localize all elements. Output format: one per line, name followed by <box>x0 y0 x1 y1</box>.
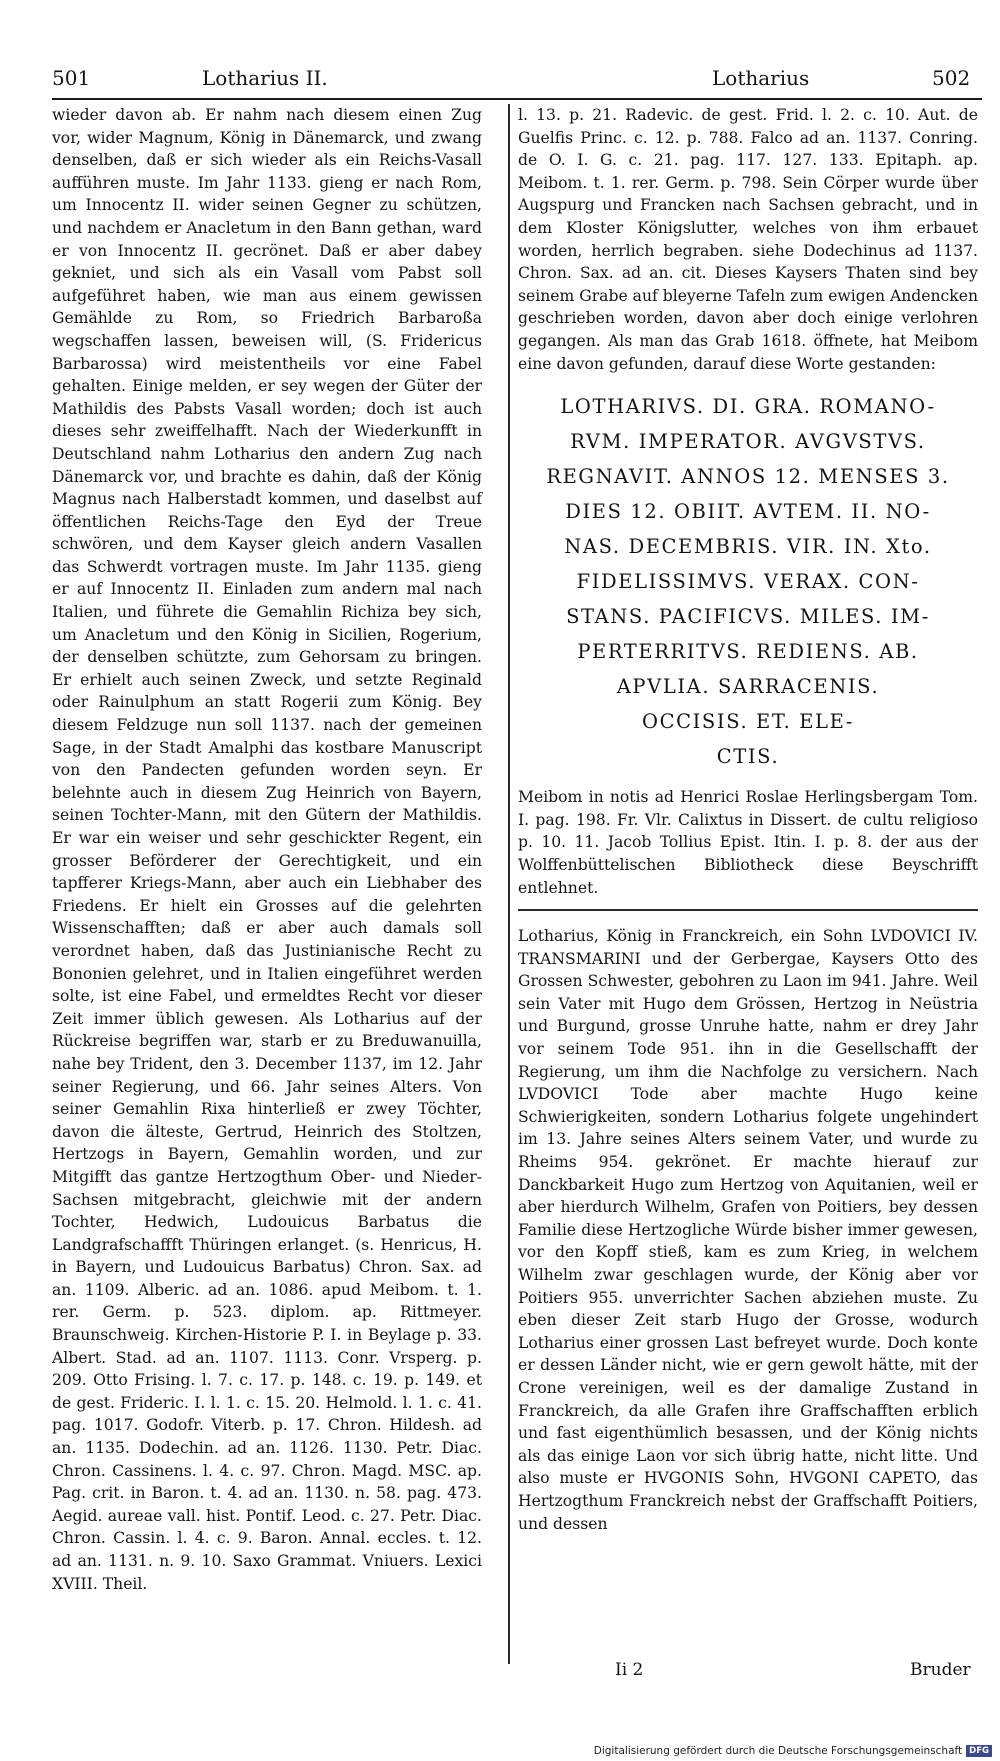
page-number-right: 502 <box>932 66 971 90</box>
signature-mark: Ii 2 <box>615 1660 644 1680</box>
right-column-bottom-text: Lotharius, König in Franckreich, ein Sohn LVDOVICI IV. TRANSMARINI und der Gerbergae, Kaysers Otto des Grossen Schwester, gebohren zu Laon im 941. Jahre. Weil sein Vater mit Hugo dem Grössen, Hertzog in Neüstria und Burgund, grosse Unruhe hatte, nahm er drey Jahr vor seinem Tode 951. ihn in die Gesellschafft der Regierung, um ihm die Nachfolge zu versichern. Nach LVDOVICI Tode aber machte Hugo keine Schwierigkeiten, sondern Lotharius folgete ungehindert im 13. Jahre seines Alters seinem Vater, und wurde zu Rheims 954. gekrönet. Er machte hierauf zur Danckbarkeit Hugo zum Hertzog von Aquitanien, weil er aber hierdurch Wilhelm, Grafen von Poitiers, bey dessen Familie diese Hertzogliche Würde bisher immer gewesen, vor den Kopff stieß, kam es zum Krieg, in welchem Wilhelm zwar geschlagen wurde, der König aber vor Poitiers 955. unverrichter Sachen abziehen muste. Zu eben dieser Zeit starb Hugo der Grosse, wodurch Lotharius einer grossen Last befreyet wurde. Doch konte er dessen Länder nicht, wie er gern gewolt hätte, mit der Crone vereinigen, weil es der damalige Zustand in Franckreich, da alle Grafen ihre Graffschafften erblich und fast eigenthümlich besassen, und der König nichts als das einige Laon vor sich übrig hatte, nicht litte. Und also muste er HVGONIS Sohn, HVGONI CAPETO, das Hertzogthum Franckreich nebst der Graffschafft Poitiers, und dessen <box>518 927 978 1533</box>
left-column <box>52 104 482 1595</box>
catchword: Bruder <box>910 1660 971 1680</box>
left-column-text: wieder davon ab. Er nahm nach diesem einen Zug vor, wider Magnum, König in Dänemarck, und zwang denselben, daß er sich wieder als ein Reichs-Vasall aufführen muste. Im Jahr 1133. gieng er nach Rom, um Innocentz II. wider seinen Gegner zu schützen, und nachdem er Anacletum in den Bann gethan, ward er von Innocentz II. gecrönet. Daß er aber dabey gekniet, und sich als ein Vasall vom Pabst soll aufgeführet haben, wie man aus einem gewissen Gemählde zu Rom, so Friedrich Barbaroßa wegschaffen lassen, beweisen will, (S. Fridericus Barbarossa) wird meistentheils vor eine Fabel gehalten. Einige melden, er sey wegen der Güter der Mathildis des Pabsts Vasall worden; doch ist auch dieses sehr zweiffelhafft. Nach der Wiederkunfft in Deutschland nahm Lotharius den andern Zug nach Dänemarck vor, und brachte es dahin, daß der König Magnus nach Halberstadt kommen, und daselbst auf öffentlichen Reichs-Tage den Eyd der Treue schwören, und dem Kayser gleich andern Vasallen das Schwerdt vortragen muste. Im Jahr 1135. gieng er auf Innocentz II. Einladen zum andern mal nach Italien, und führete die Gemahlin Richiza bey sich, um Anacletum und den König in Sicilien, Rogerium, der denselben schützte, zum Gehorsam zu bringen. Er erhielt auch seinen Zweck, und setzte Reginald oder Rainulphum an statt Rogerii zum König. Bey diesem Feldzuge nun soll 1137. nach der gemeinen Sage, in der Stadt Amalphi das kostbare Manuscript von den Pandecten gefunden worden seyn. Er belehnte auch in diesem Zug Heinrich von Bayern, seinen Tochter-Mann, mit den Gütern der Mathildis. Er war ein weiser und sehr geschickter Regent, ein grosser Beförderer der Gerechtigkeit, und ein tapfferer Kriegs-Mann, aber auch ein Liebhaber des Friedens. Er hielt ein Grosses auf die gelehrten Wissenschafften; daß er aber auch damals soll verordnet haben, daß das Justinianische Recht zu Bononien gelehret, und in Italien eingeführet werden solte, ist eine Fabel, und ermeldtes Recht vor dieser Zeit immer üblich gewesen. Als Lotharius auf der Rückreise begriffen war, starb er zu Breduwanuilla, nahe bey Trident, den 3. December 1137, im 12. Jahr seiner Regierung, und 66. Jahr seines Alters. Von seiner Gemahlin Rixa hinterließ er zwey Töchter, davon die älteste, Gertrud, Heinrich des Stoltzen, Hertzogs in Bayern, Gemahlin worden, und zur Mitgifft das gantze Hertzogthum Ober- und Nieder-Sachsen mitgebracht, gleichwie mit der andern Tochter, Hedwich, Ludouicus Barbatus die Landgrafschaffft Thüringen erlanget. (s. Henricus, H. in Bayern, und Ludouicus Barbatus) Chron. Sax. ad an. 1109. Alberic. ad an. 1086. apud Meibom. t. 1. rer. Germ. p. 523. diplom. ap. Rittmeyer. Braunschweig. Kirchen-Historie P. I. in Beylage p. 33. Albert. Stad. ad an. 1107. 1113. Conr. Vrsperg. p. 209. Otto Frising. l. 7. c. 17. p. 148. c. 19. p. 149. et de gest. Frideric. I. l. 1. c. 15. 20. Helmold. l. 1. c. 41. pag. 1017. Godofr. Viterb. p. 17. Chron. Hildesh. ad an. 1135. Dodechin. ad an. 1126. 1130. Petr. Diac. Chron. Cassinens. l. 4. c. 97. Chron. Magd. MSC. ap. Pag. crit. in Baron. t. 4. ad an. 1130. n. 58. pag. 473. Aegid. aureae vall. hist. Pontif. Leod. c. 27. Petr. Diac. Chron. Cassin. l. 4. c. 9. Baron. Annal. eccles. t. 12. ad an. 1131. n. 9. 10. Saxo Grammat. Vniuers. Lexici XVIII. Theil. <box>52 106 482 1593</box>
right-column-top-text: l. 13. p. 21. Radevic. de gest. Frid. l. 2. c. 10. Aut. de Guelfis Princ. c. 12. p. 788. Falco ad an. 1137. Conring. de O. I. G. c. 21. pag. 117. 127. 133. Epitaph. ap. Meibom. t. 1. rer. Germ. p. 798. Sein Cörper wurde über Augspurg und Francken nach Sachsen gebracht, und in dem Kloster Königslutter, welches von ihm erbauet worden, herrlich begraben. siehe Dodechinus ad 1137. Chron. Sax. ad an. cit. Dieses Kaysers Thaten sind bey seinem Grabe auf bleyerne Tafeln zum ewigen Andencken geschrieben worden, davon aber doch einige verlohren gegangen. Als man das Grab 1618. öffnete, hat Meibom eine davon gefunden, darauf diese Worte gestanden: <box>518 106 978 373</box>
header-title-right: Lotharius <box>712 66 810 90</box>
dfg-logo: DFG <box>966 1745 992 1757</box>
column-divider <box>508 104 510 1664</box>
page-number-left: 501 <box>52 66 91 90</box>
header-rule <box>52 98 982 100</box>
digitization-footer <box>594 1745 992 1757</box>
footer-text: Digitalisierung gefördert durch die Deutsche Forschungsgemeinschaft <box>593 1745 963 1757</box>
header-title-left: Lotharius II. <box>202 66 328 90</box>
right-column-mid-text: Meibom in notis ad Henrici Roslae Herlingsbergam Tom. I. pag. 198. Fr. Vlr. Calixtus in Dissert. de cultu religioso p. 10. 11. Jacob Tollius Epist. Itin. I. p. 8. der aus der Wolffenbüttelischen Bibliotheck diese Beyschrifft entlehnet. <box>518 788 978 897</box>
section-separator <box>518 909 978 911</box>
epitaph-inscription: LOTHARIVS. DI. GRA. ROMANO- RVM. IMPERATOR. AVGVSTVS. REGNAVIT. ANNOS 12. MENSES 3. DIES 12. OBIIT. AVTEM. II. NO- NAS. DECEMBRIS. VIR. IN. Xto. FIDELISSIMVS. VERAX. CON- STANS. PACIFICVS. MILES. IM- PERTERRITVS. REDIENS. AB. APVLIA. SARRACENIS. OCCISIS. ET. ELE- CTIS. <box>546 395 950 769</box>
right-column <box>518 104 978 1535</box>
running-header <box>52 56 982 100</box>
